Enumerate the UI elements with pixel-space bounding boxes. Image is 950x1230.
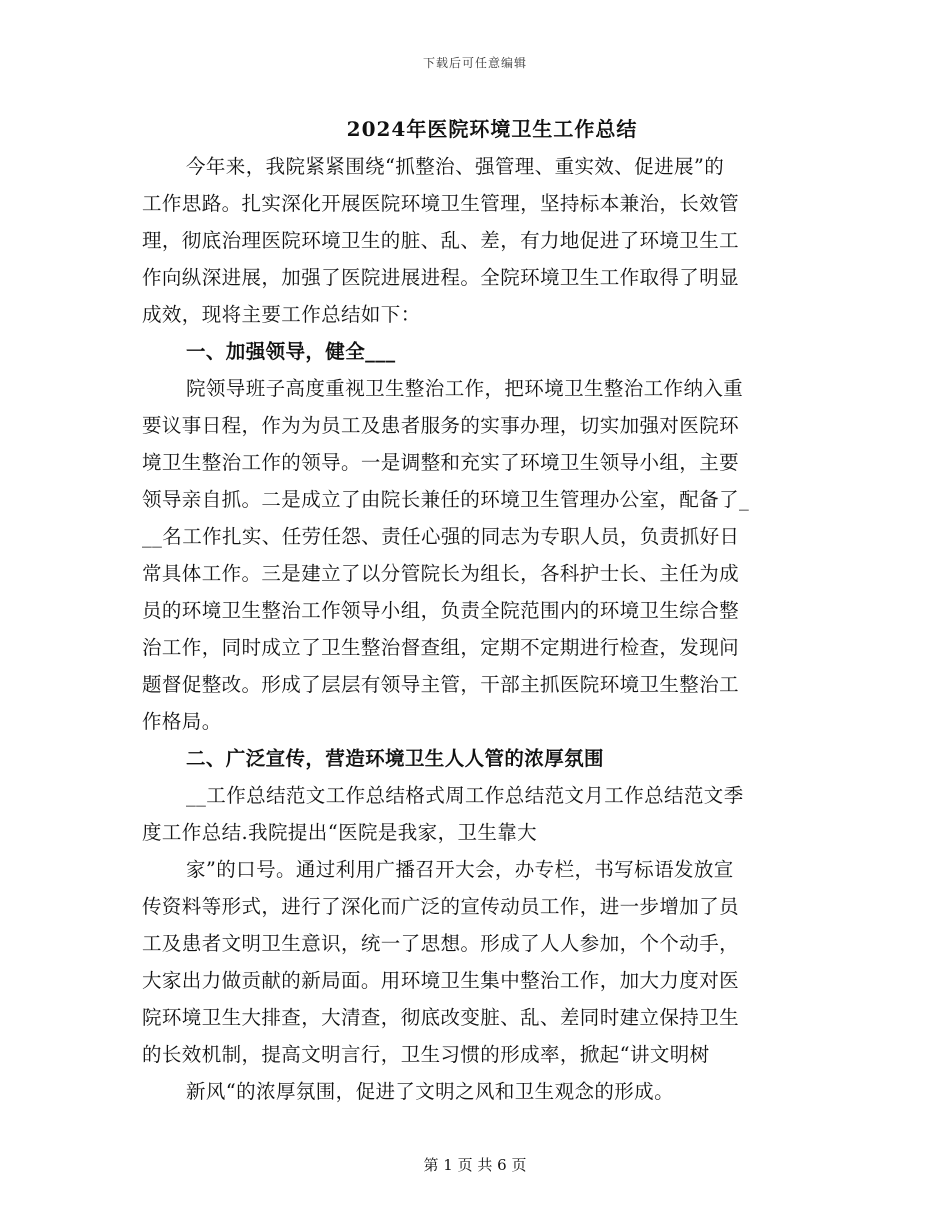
text-line: 家”的口号。通过利用广播召开大会，办专栏，书写标语发放宣 bbox=[186, 858, 734, 881]
text-line: 院领导班子高度重视卫生整治工作，把环境卫生整治工作纳入重 bbox=[186, 377, 744, 400]
header-note: 下载后可任意编辑 bbox=[422, 56, 527, 70]
text-line: __名工作扎实、任劳任怨、责任心强的同志为专职人员，负责抓好日 bbox=[142, 525, 740, 548]
document-body bbox=[142, 112, 812, 1110]
text-line: 传资料等形式，进行了深化而广泛的宣传动员工作，进一步增加了员 bbox=[142, 895, 740, 918]
text-line: 度工作总结.我院提出“医院是我家，卫生靠大 bbox=[142, 821, 538, 844]
text-line: 院环境卫生大排查，大清查，彻底改变脏、乱、差同时建立保持卫生 bbox=[142, 1006, 740, 1029]
page-footer: 第 1 页 共 6 页 bbox=[423, 1156, 527, 1174]
text-line: 员的环境卫生整治工作领导小组，负责全院范围内的环境卫生综合整 bbox=[142, 599, 740, 622]
text-line: __工作总结范文工作总结格式周工作总结范文月工作总结范文季 bbox=[186, 784, 744, 807]
text-line: 工及患者文明卫生意识，统一了思想。形成了人人参加，个个动手， bbox=[142, 932, 740, 955]
text-line: 新风“的浓厚氛围，促进了文明之风和卫生观念的形成。 bbox=[186, 1080, 674, 1103]
text-line: 领导亲自抓。二是成立了由院长兼任的环境卫生管理办公室，配备了_ bbox=[142, 488, 750, 511]
text-line: 作向纵深进展，加强了医院进展进程。全院环境卫生工作取得了明显 bbox=[142, 266, 740, 289]
text-line: 要议事日程，作为为员工及患者服务的实事办理，切实加强对医院环 bbox=[142, 414, 740, 437]
text-line: 治工作，同时成立了卫生整治督查组，定期不定期进行检查，发现问 bbox=[142, 636, 740, 659]
document-title: 2024年医院环境卫生工作总结 bbox=[346, 117, 638, 141]
text-line: 作格局。 bbox=[142, 710, 222, 733]
section-heading: 一、加强领导，健全___ bbox=[186, 340, 396, 363]
section-heading: 二、广泛宣传，营造环境卫生人人管的浓厚氛围 bbox=[186, 747, 604, 770]
text-line: 今年来，我院紧紧围绕“抓整治、强管理、重实效、促进展”的 bbox=[186, 155, 725, 178]
text-line: 的长效机制，提高文明言行，卫生习惯的形成率，掀起“讲文明树 bbox=[142, 1043, 710, 1066]
text-line: 大家出力做贡献的新局面。用环境卫生集中整治工作，加大力度对医 bbox=[142, 969, 740, 992]
text-line: 题督促整改。形成了层层有领导主管，干部主抓医院环境卫生整治工 bbox=[142, 673, 740, 696]
text-line: 成效，现将主要工作总结如下： bbox=[142, 303, 421, 326]
text-line: 境卫生整治工作的领导。一是调整和充实了环境卫生领导小组，主要 bbox=[142, 451, 740, 474]
document-lines bbox=[142, 148, 812, 1110]
text-line: 常具体工作。三是建立了以分管院长为组长，各科护士长、主任为成 bbox=[142, 562, 740, 585]
text-line: 工作思路。扎实深化开展医院环境卫生管理，坚持标本兼治，长效管 bbox=[142, 192, 740, 215]
text-line: 理，彻底治理医院环境卫生的脏、乱、差，有力地促进了环境卫生工 bbox=[142, 229, 740, 252]
